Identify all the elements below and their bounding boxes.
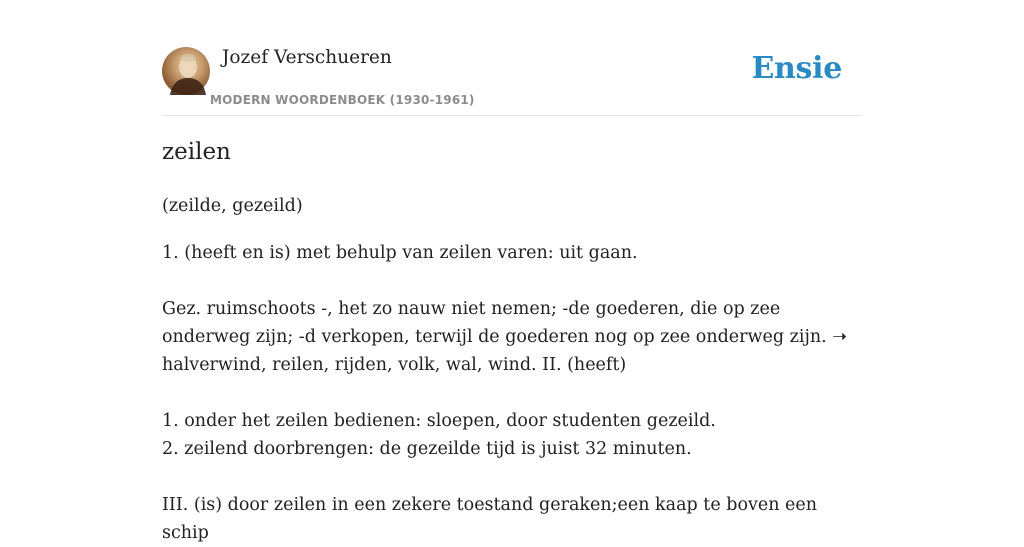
usage-notes: Gez. ruimschoots -, het zo nauw niet nemen; -de goederen, die op zee onderweg zijn; -d verkopen, terwijl de goederen nog op zee onderweg zijn. ➝ halverwind, reilen, rijden, volk, wal, wind. II. (heeft) [162,299,847,375]
sense-ii-1: 1. onder het zeilen bedienen: sloepen, door studenten gezeild. [162,411,716,431]
author-portrait-icon [162,47,210,95]
entry-term: zeilen [162,139,231,165]
sense-ii-2: 2. zeilend doorbrengen: de gezeilde tijd is juist 32 minuten. [162,439,692,459]
entry-header [162,46,862,116]
ensie-logo[interactable]: Ensie [751,51,842,86]
grammar-forms: (zeilde, gezeild) [162,196,303,216]
source-name[interactable]: MODERN WOORDENBOEK (1930-1961) [210,93,475,107]
sense-1: 1. (heeft en is) met behulp van zeilen varen: uit gaan. [162,243,638,263]
author-avatar[interactable] [162,47,210,95]
sense-iii: III. (is) door zeilen in een zekere toestand geraken;een kaap te boven een schip [162,495,818,543]
author-name[interactable]: Jozef Verschueren [222,47,392,68]
entry-body [162,192,862,547]
